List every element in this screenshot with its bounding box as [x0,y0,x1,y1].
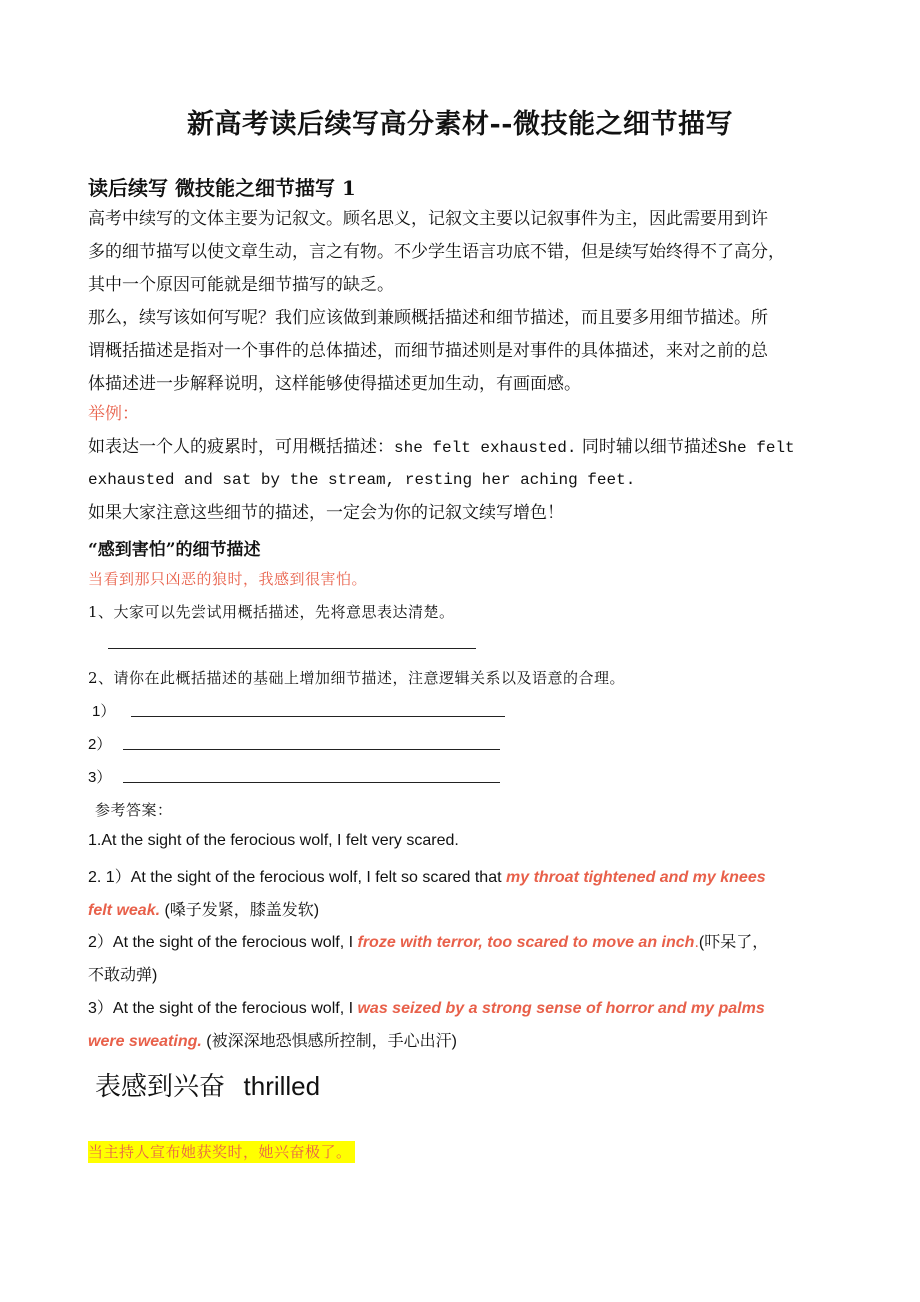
example-en-2: She felt [717,439,795,457]
excited-heading-en: thrilled [243,1071,321,1101]
intro-paragraph-1 [88,203,785,401]
answer-4-emphasis: was seized by a strong sense of horror and my palms [357,1000,765,1017]
answer-3-period: . [694,934,699,951]
answer-blank-line-3[interactable] [123,782,500,783]
answer-3-line-1 [88,929,768,952]
excited-prompt [88,1141,355,1162]
excited-prompt-highlight: 当主持人宣布她获奖时，她兴奋极了。 [88,1141,355,1163]
blank-label-1: 1） [92,703,116,720]
intro-line: 体描述进一步解释说明，这样能够使得描述更加生动，有画面感。 [88,374,581,394]
intro-line: 其中一个原因可能就是细节描写的缺乏。 [88,275,394,295]
answer-4-line-2 [88,1028,457,1051]
answer-4-note: (被深深地恐惧感所控制，手心出汗) [201,1033,457,1050]
answer-blank-line[interactable] [108,648,476,649]
answer-4-emphasis-2: were sweating. [88,1033,202,1050]
example-label: 举例： [88,404,139,424]
answer-4-line-1 [88,995,765,1018]
example-line-1 [88,431,795,465]
excited-heading [95,1066,320,1103]
answer-label: 参考答案： [95,801,173,819]
answer-3-note: (吓呆了， [698,934,769,951]
example-cn: 如表达一个人的疲累时，可用概括描述： [88,437,394,457]
answer-2-line-1 [88,864,766,887]
answer-2-emphasis: my throat tightened and my knees [506,869,766,886]
answer-blank-line-2[interactable] [123,749,500,750]
intro-line: 多的细节描写以使文章生动，言之有物。不少学生语言功底不错，但是续写始终得不了高分， [88,242,785,262]
task-1: 1、大家可以先尝试用概括描述，先将意思表达清楚。 [88,603,455,621]
example-cn-2: 同时辅以细节描述 [576,437,718,457]
document-title: 新高考读后续写高分素材--微技能之细节描写 [187,109,733,140]
intro-line: 高考中续写的文体主要为记叙文。顾名思义，记叙文主要以记叙事件为主，因此需要用到许 [88,209,768,229]
answer-2-emphasis-2: felt weak. [88,902,161,919]
answer-1: 1.At the sight of the ferocious wolf, I felt very scared. [88,832,459,849]
example-line-3: 如果大家注意这些细节的描述，一定会为你的记叙文续写增色！ [88,503,564,523]
answer-2-line-2 [88,897,319,920]
answer-2-note: (嗓子发紧，膝盖发软) [160,902,320,919]
fear-heading: “感到害怕”的细节描述 [88,540,261,560]
answer-3-line-2: 不敢动弹) [88,967,158,984]
blank-label-2: 2） [88,736,112,753]
section-heading: 读后续写 微技能之细节描写 1 [88,176,356,200]
task-2: 2、请你在此概括描述的基础上增加细节描述，注意逻辑关系以及语意的合理。 [88,669,626,687]
answer-3-prefix: 2）At the sight of the ferocious wolf, I [88,934,358,951]
intro-line: 那么，续写该如何写呢？我们应该做到兼顾概括描述和细节描述，而且要多用细节描述。所 [88,308,768,328]
blank-label-3: 3） [88,769,112,786]
answer-3-emphasis: froze with terror, too scared to move an inch [357,934,695,951]
fear-prompt: 当看到那只凶恶的狼时，我感到很害怕。 [88,570,368,588]
intro-line: 谓概括描述是指对一个事件的总体描述，而细节描述则是对事件的具体描述，来对之前的总 [88,341,768,361]
answer-blank-line-1[interactable] [131,716,505,717]
answer-2-prefix: 2. 1）At the sight of the ferocious wolf, I felt so scared that [88,869,506,886]
example-en: she felt exhausted. [394,439,577,457]
excited-heading-cn: 表感到兴奋 [95,1072,226,1102]
example-line-2: exhausted and sat by the stream, resting her aching feet. [88,471,636,489]
answer-4-prefix: 3）At the sight of the ferocious wolf, I [88,1000,358,1017]
